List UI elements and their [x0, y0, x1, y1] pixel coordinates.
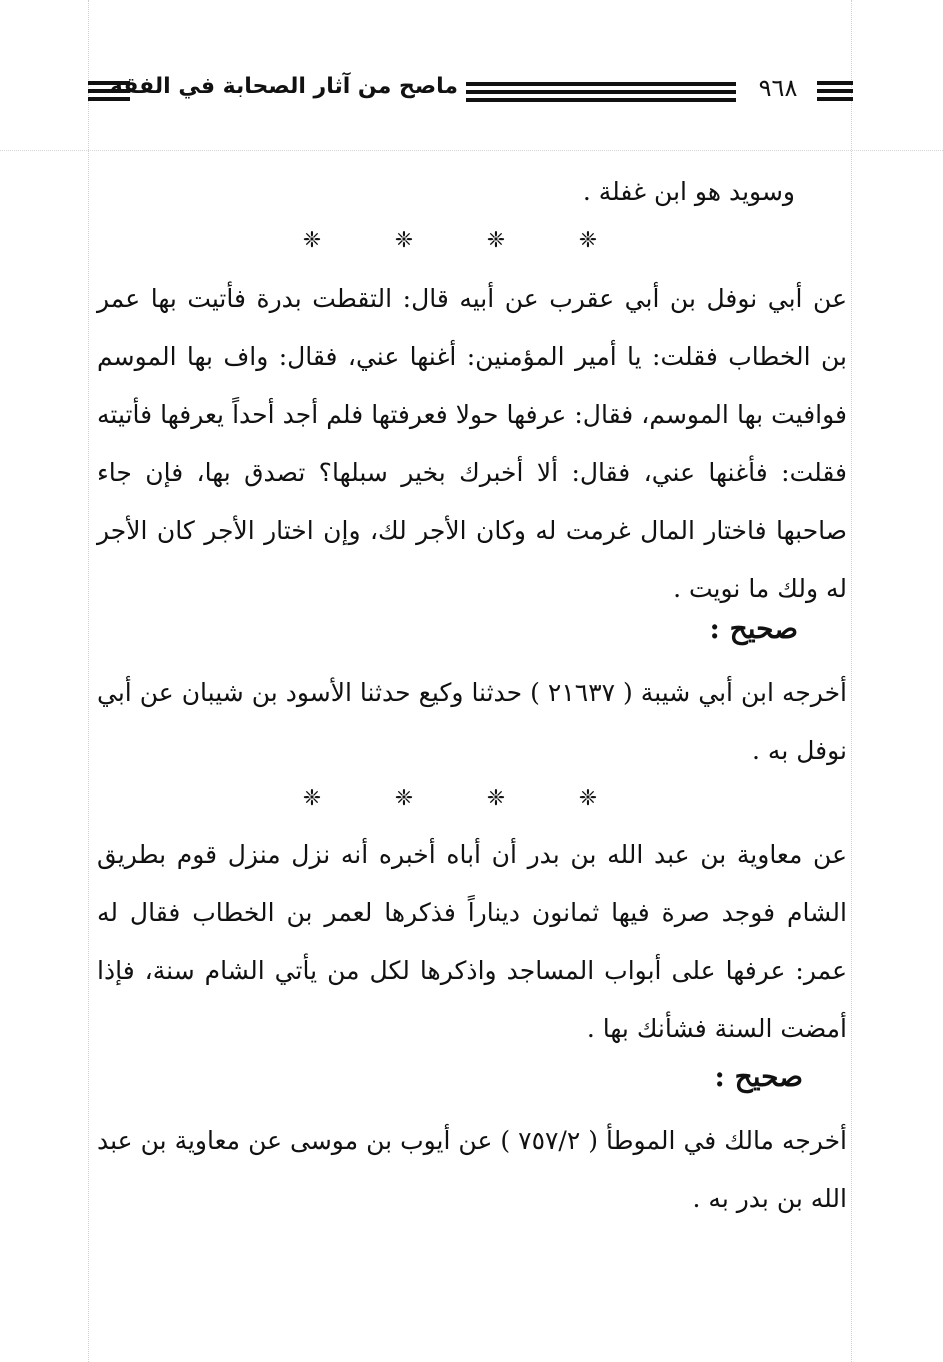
ornament-separator	[300, 228, 600, 258]
takhrij-paragraph: أخرجه ابن أبي شيبة ( ٢١٦٣٧ ) حدثنا وكيع حدثنا الأسود بن شيبان عن أبي نوفل به .	[97, 678, 847, 765]
ornament-star-icon: ❈	[302, 228, 322, 253]
header-rule	[466, 82, 736, 104]
ornament-star-icon: ❈	[394, 228, 414, 253]
ornament-star-icon: ❈	[394, 786, 414, 811]
intro-line: وسويد هو ابن غفلة .	[582, 177, 795, 206]
header-title: ماصح من آثار الصحابة في الفقه	[109, 74, 458, 99]
report-paragraph: عن أبي نوفل بن أبي عقرب عن أبيه قال: التقطت بدرة فأتيت بها عمر بن الخطاب فقلت: يا أمير المؤمنين: أغنها عني، فقال: واف بها الموسم فوافيت بها الموسم، فقال: عرفها حولا فعرفتها فلم أجد أحداً يعرفها فأتيته فقلت: فأغنها عني، فقال: ألا أخبرك بخير سبلها؟ تصدق بها، فإن جاء صاحبها فاختار المال غرمت له وكان الأجر لك، وإن اختار الأجر كان الأجر له ولك ما نويت .	[97, 284, 847, 603]
ornament-star-icon: ❈	[486, 786, 506, 811]
report-paragraph: عن معاوية بن عبد الله بن بدر أن أباه أخبره أنه نزل منزل قوم بطريق الشام فوجد صرة فيها ثمانون ديناراً فذكرها لعمر بن الخطاب فقال له عمر: عرفها على أبواب المساجد واذكرها لكل من يأتي الشام سنة، فإذا أمضت السنة فشأنك بها .	[97, 840, 847, 1043]
header-bars-ornament	[817, 81, 853, 103]
scan-guide-line	[851, 0, 852, 1362]
takhrij-paragraph: أخرجه مالك في الموطأ ( ٧٥٧/٢ ) عن أيوب بن موسى عن معاوية بن عبد الله بن بدر به .	[97, 1126, 847, 1213]
ornament-star-icon: ❈	[302, 786, 322, 811]
ornament-star-icon: ❈	[578, 786, 598, 811]
grade-heading: صحيح :	[714, 1060, 803, 1093]
grade-heading: صحيح :	[709, 612, 798, 645]
running-header	[88, 72, 853, 112]
ornament-star-icon: ❈	[578, 228, 598, 253]
ornament-star-icon: ❈	[486, 228, 506, 253]
page-number: ٩٦٨	[758, 74, 798, 102]
ornament-separator	[300, 786, 600, 816]
scan-guide-line	[88, 0, 89, 1362]
scan-guide-line	[0, 150, 943, 151]
